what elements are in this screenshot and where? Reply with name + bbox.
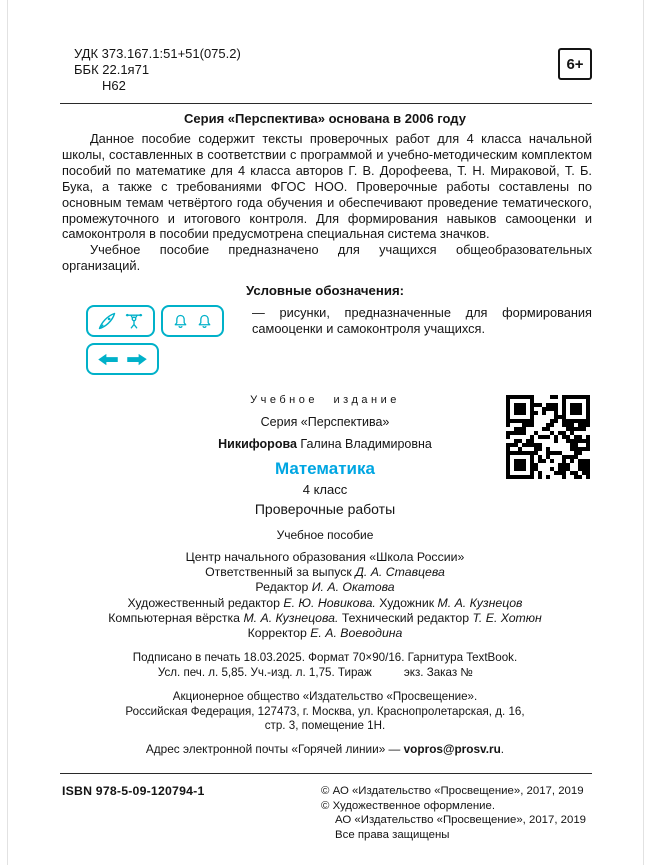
arrows-icon-box (86, 343, 159, 375)
series-heading: Серия «Перспектива» основана в 2006 году (184, 111, 466, 126)
author-name: Никифорова Галина Владимировна (218, 437, 432, 452)
edition-type: Учебное издание (250, 394, 400, 407)
right-arrow-icon (126, 353, 148, 366)
author-sign-code: Н62 (102, 78, 126, 93)
isbn: ISBN 978-5-09-120794-1 (62, 784, 205, 799)
print-info: Подписано в печать 18.03.2025. Формат 70×90/16. Гарнитура TextBook. Усл. печ. л. 5,85. Уч.-изд. л. 1,75. Тираж экз. Заказ № (132, 651, 518, 679)
legend-description: — рисунки, предназначенные для формирования самооценки и самоконтроля учащихся. (252, 305, 592, 337)
imprint-block (0, 393, 650, 757)
bells-icon-box (161, 305, 224, 337)
self-check-icon-box (86, 305, 155, 337)
rocket-icon (97, 311, 117, 331)
publishing-center: Центр начального образования «Школа России» (185, 550, 465, 565)
gymnast-icon (124, 311, 144, 331)
legend-block (86, 305, 592, 381)
isbn-copyright-block (0, 782, 650, 842)
series-name: Серия «Перспектива» (260, 415, 390, 430)
legend-icon-row-2 (86, 343, 234, 375)
book-title: Математика (275, 459, 375, 479)
qr-code (506, 395, 590, 479)
grade-line: 4 класс (302, 482, 348, 498)
top-divider (60, 103, 592, 104)
bell-icon (196, 313, 213, 330)
legend-title: Условные обозначения: (245, 283, 405, 299)
annotation (62, 131, 592, 274)
annotation-paragraph-2: Учебное пособие предназначено для учащихся общеобразовательных организаций. (62, 242, 592, 274)
book-kind: Учебное пособие (276, 528, 374, 543)
annotation-paragraph-1: Данное пособие содержит тексты проверочных работ для 4 класса начальной школы, составленных в соответствии с программой и учебно-методическим комплектом пособий по математике для 4 класса авторов Г. В. Дорофеева, Т. Н. Мираковой, Т. Б. Бука, а также с требованиями ФГОС НОО. Проверочные работы составлены по основным темам четвёртого года обучения и обеспечивают проведение тематического, промежуточного и итогового контроля. Для формирования навыков самооценки и самоконтроля в пособии предусмотрена специальная система значков. (62, 131, 592, 242)
legend-icons (86, 305, 234, 381)
bell-icon (172, 313, 189, 330)
library-codes (74, 46, 241, 94)
bbk-code: ББК 22.1я71 (74, 62, 150, 77)
book-subtitle: Проверочные работы (254, 501, 396, 518)
staff-credits: Ответственный за выпуск Д. А. Ставцева Редактор И. А. Окатова Художественный редактор Е. Ю. Новикова. Художник М. А. Кузнецов Компьютерная вёрстка М. А. Кузнецова. Технический редактор Т. Е. Хотюн Корректор Е. А. Воеводина (108, 565, 542, 640)
bottom-divider (60, 773, 592, 774)
classification-block (0, 0, 650, 94)
udk-code: УДК 373.167.1:51+51(075.2) (74, 46, 241, 61)
left-arrow-icon (97, 353, 119, 366)
age-rating-badge: 6+ (558, 48, 592, 80)
hotline-email-line: Адрес электронной почты «Горячей линии» — vopros@prosv.ru. (145, 742, 505, 757)
legend-icon-row-1 (86, 305, 234, 337)
publisher-info: Акционерное общество «Издательство «Просвещение». Российская Федерация, 127473, г. Москва, ул. Краснопролетарская, д. 16, стр. 3, помещение 1Н. (125, 689, 525, 733)
copyright-lines: © АО «Издательство «Просвещение», 2017, 2019 © Художественное оформление. АО «Издательство «Просвещение», 2017, 2019 Все права защищены (321, 785, 586, 841)
